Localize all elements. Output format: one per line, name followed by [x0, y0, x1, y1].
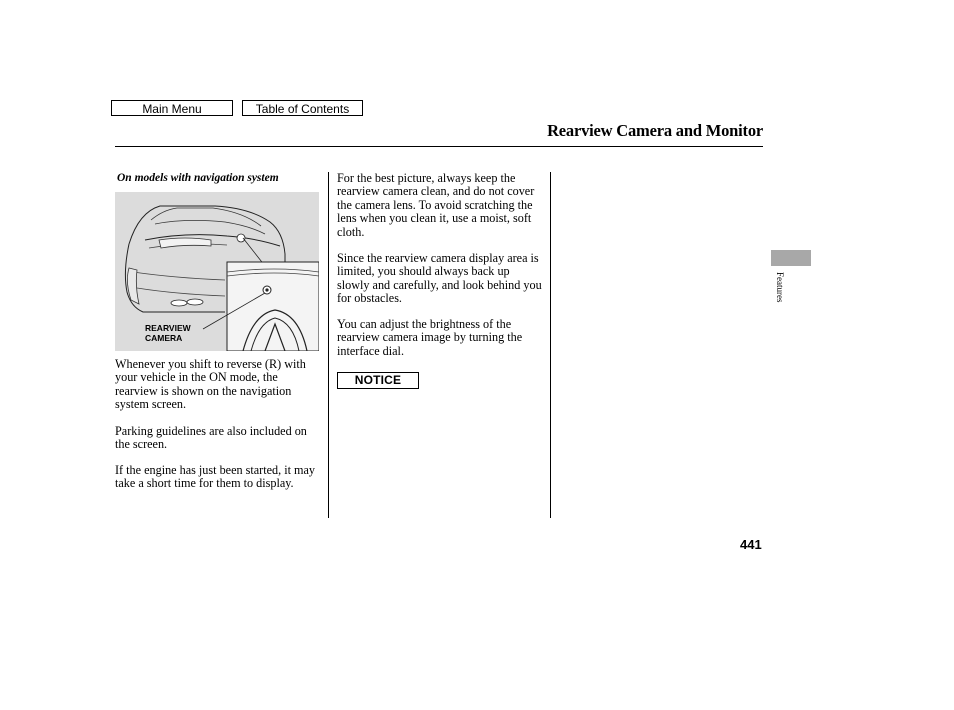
main-menu-button[interactable]: Main Menu [111, 100, 233, 116]
page-number: 441 [740, 537, 762, 552]
rearview-camera-callout [145, 323, 191, 343]
rearview-camera-figure [115, 192, 319, 351]
left-paragraph-1: Whenever you shift to reverse (R) with your vehicle in the ON mode, the rearview is shown on the navigation system screen. [115, 357, 306, 412]
section-tab-label: Features [775, 272, 785, 303]
section-tab-marker [771, 250, 811, 266]
section-subheading: On models with navigation system [117, 172, 279, 184]
table-of-contents-button[interactable]: Table of Contents [242, 100, 363, 116]
page-title: Rearview Camera and Monitor [547, 121, 763, 140]
left-paragraph-3: If the engine has just been started, it may take a short time for them to display. [115, 463, 316, 491]
middle-paragraph-1: For the best picture, always keep the rearview camera clean, and do not cover the camera lens. To avoid scratching the lens when you clean it, use a moist, soft cloth. [337, 171, 535, 239]
column-divider-right [550, 172, 551, 518]
middle-paragraph-2: Since the rearview camera display area is limited, you should always back up slowly and carefully, and look behind you for obstacles. [337, 251, 542, 306]
left-paragraph-2: Parking guidelines are also included on the screen. [115, 424, 307, 452]
middle-paragraph-3: You can adjust the brightness of the rearview camera image by turning the interface dial. [337, 317, 523, 358]
notice-badge[interactable]: NOTICE [337, 372, 419, 389]
callout-line-2: CAMERA [145, 333, 183, 343]
callout-line-1: REARVIEW [145, 323, 191, 333]
column-divider-left [328, 172, 329, 518]
header-rule [115, 146, 763, 147]
